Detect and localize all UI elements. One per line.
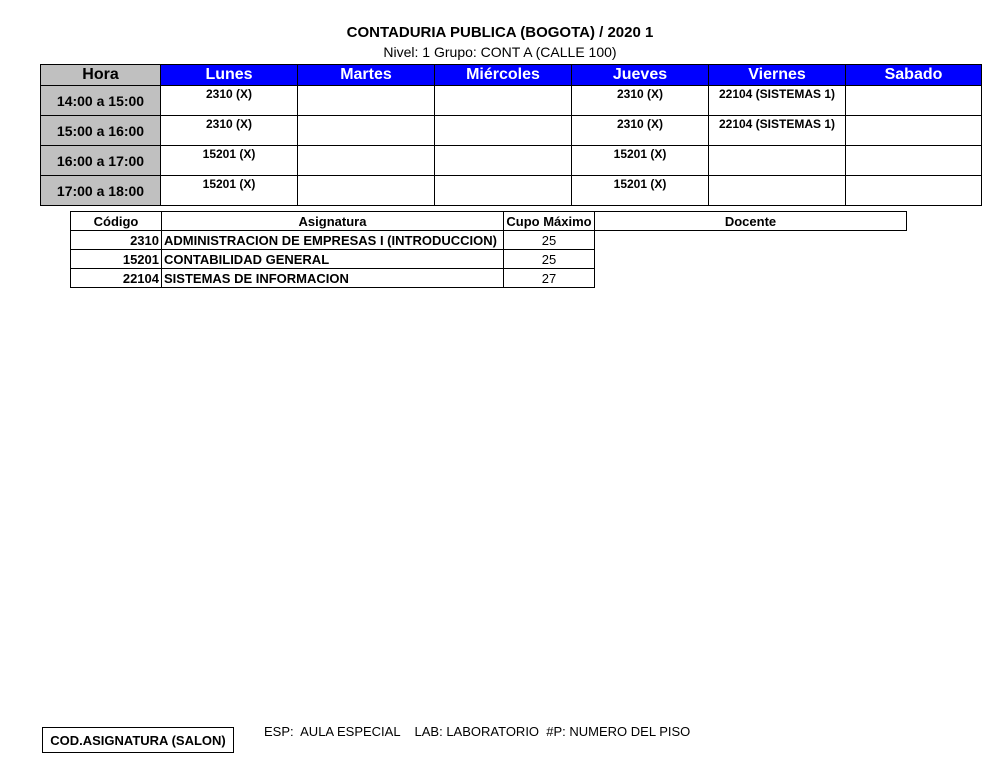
class-entry: 15201 (X) xyxy=(613,177,667,191)
class-entry xyxy=(298,86,434,87)
class-entry xyxy=(298,146,434,147)
schedule-cell xyxy=(846,116,982,146)
schedule-cell xyxy=(161,116,298,146)
subject-header: Asignatura xyxy=(162,212,504,231)
subjects-table xyxy=(70,211,907,288)
class-entry xyxy=(846,146,981,147)
class-entry xyxy=(709,146,845,147)
schedule-cell xyxy=(161,146,298,176)
schedule-cell xyxy=(161,86,298,116)
day-header-sabado: Sabado xyxy=(846,65,982,86)
schedule-row xyxy=(41,86,982,116)
code-header: Código xyxy=(71,212,162,231)
schedule-cell xyxy=(846,146,982,176)
class-entry xyxy=(709,176,845,177)
day-header-lunes: Lunes xyxy=(161,65,298,86)
time-slot: 17:00 a 18:00 xyxy=(41,176,161,206)
subject-cupo: 25 xyxy=(504,231,595,250)
class-entry: 22104 (SISTEMAS 1) xyxy=(718,87,836,101)
subjects-header-row xyxy=(71,212,907,231)
subject-code: 15201 xyxy=(71,250,162,269)
schedule-cell xyxy=(161,176,298,206)
schedule-cell xyxy=(298,146,435,176)
subject-cupo: 25 xyxy=(504,250,595,269)
schedule-cell xyxy=(709,86,846,116)
subject-cupo: 27 xyxy=(504,269,595,288)
class-entry: 2310 (X) xyxy=(205,117,253,131)
class-entry xyxy=(435,116,571,117)
subject-code: 22104 xyxy=(71,269,162,288)
class-entry: 15201 (X) xyxy=(202,147,256,161)
class-entry: 15201 (X) xyxy=(202,177,256,191)
page-subtitle: Nivel: 1 Grupo: CONT A (CALLE 100) xyxy=(383,44,617,60)
legend-box: COD.ASIGNATURA (SALON) xyxy=(42,727,234,753)
schedule-cell xyxy=(846,176,982,206)
page-title: CONTADURIA PUBLICA (BOGOTA) / 2020 1 xyxy=(346,24,654,41)
schedule-row xyxy=(41,176,982,206)
legend-text: ESP: AULA ESPECIAL LAB: LABORATORIO #P: NUMERO DEL PISO xyxy=(264,724,691,739)
class-entry xyxy=(435,146,571,147)
schedule-cell xyxy=(709,176,846,206)
class-entry xyxy=(846,116,981,117)
time-slot: 15:00 a 16:00 xyxy=(41,116,161,146)
day-header-miercoles: Miércoles xyxy=(435,65,572,86)
day-header-jueves: Jueves xyxy=(572,65,709,86)
time-slot: 16:00 a 17:00 xyxy=(41,146,161,176)
class-entry: 22104 (SISTEMAS 1) xyxy=(718,117,836,131)
schedule-cell xyxy=(435,116,572,146)
schedule-cell xyxy=(298,176,435,206)
schedule-cell xyxy=(572,146,709,176)
schedule-row xyxy=(41,116,982,146)
schedule-cell xyxy=(435,146,572,176)
subject-docente xyxy=(595,250,907,269)
class-entry xyxy=(846,176,981,177)
hour-header: Hora xyxy=(41,65,161,86)
schedule-table xyxy=(40,64,982,206)
class-entry xyxy=(298,116,434,117)
subject-name: ADMINISTRACION DE EMPRESAS I (INTRODUCCION) xyxy=(162,231,504,250)
subject-docente xyxy=(595,231,907,250)
schedule-cell xyxy=(435,176,572,206)
docente-header: Docente xyxy=(595,212,907,231)
class-entry xyxy=(435,176,571,177)
table-row xyxy=(71,250,907,269)
schedule-cell xyxy=(709,116,846,146)
schedule-row xyxy=(41,146,982,176)
class-entry: 2310 (X) xyxy=(205,87,253,101)
schedule-cell xyxy=(572,116,709,146)
class-entry xyxy=(846,86,981,87)
class-entry: 2310 (X) xyxy=(616,87,664,101)
schedule-cell xyxy=(572,86,709,116)
class-entry: 2310 (X) xyxy=(616,117,664,131)
schedule-cell xyxy=(846,86,982,116)
subject-code: 2310 xyxy=(71,231,162,250)
subject-name: SISTEMAS DE INFORMACION xyxy=(162,269,504,288)
class-entry xyxy=(435,86,571,87)
class-entry xyxy=(298,176,434,177)
subject-name: CONTABILIDAD GENERAL xyxy=(162,250,504,269)
class-entry: 15201 (X) xyxy=(613,147,667,161)
time-slot: 14:00 a 15:00 xyxy=(41,86,161,116)
subject-docente xyxy=(595,269,907,288)
schedule-cell xyxy=(298,116,435,146)
day-header-viernes: Viernes xyxy=(709,65,846,86)
schedule-cell xyxy=(298,86,435,116)
cupo-header: Cupo Máximo xyxy=(504,212,595,231)
table-row xyxy=(71,231,907,250)
schedule-header-row xyxy=(41,65,982,86)
day-header-martes: Martes xyxy=(298,65,435,86)
table-row xyxy=(71,269,907,288)
schedule-cell xyxy=(572,176,709,206)
schedule-cell xyxy=(435,86,572,116)
schedule-cell xyxy=(709,146,846,176)
